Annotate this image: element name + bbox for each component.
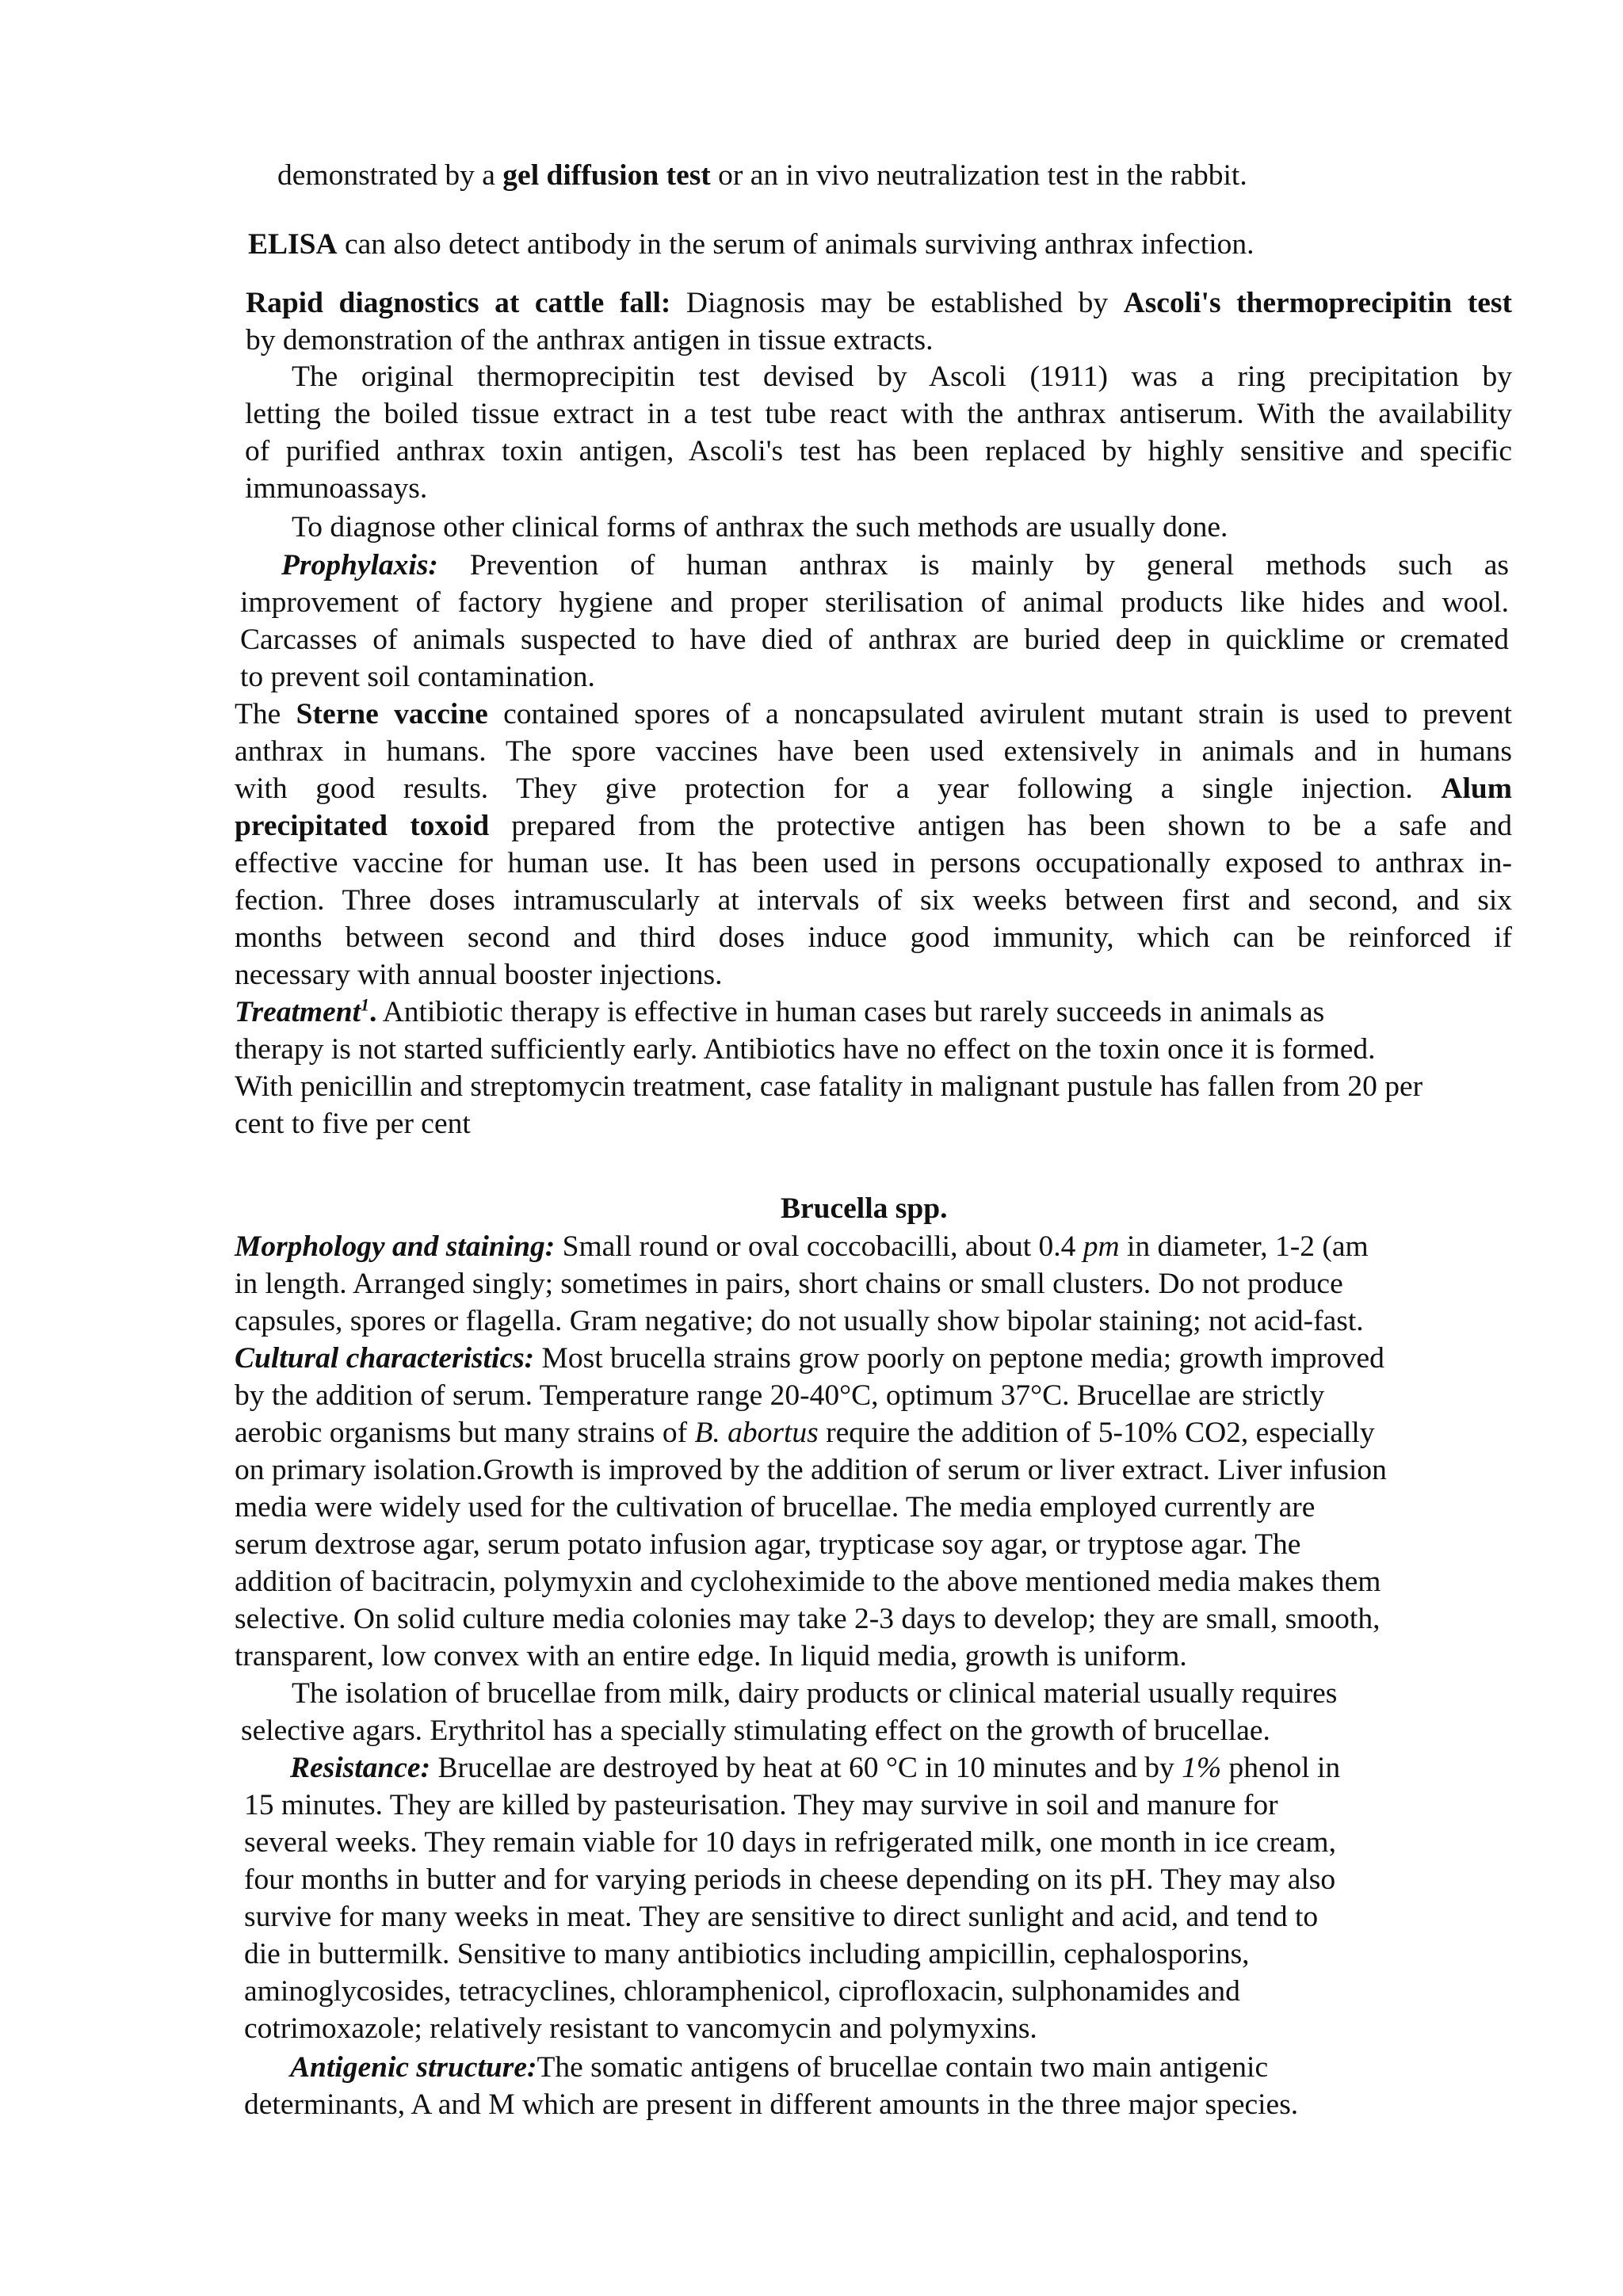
text-line: therapy is not started sufficiently early. Antibiotics have no effect on the toxin once it is formed. (235, 1033, 1376, 1066)
italic-term: 1% (1182, 1752, 1222, 1784)
text-line: To diagnose other clinical forms of anthrax the such methods are usually done. (292, 511, 1228, 543)
text-line: months between second and third doses induce good immunity, which can be reinforced if (235, 921, 1512, 954)
text-run: The somatic antigens of brucellae contain two main antigenic (537, 2051, 1269, 2084)
footnote-marker: 1 (361, 994, 370, 1015)
text-line: addition of bacitracin, polymyxin and cycloheximide to the above mentioned media makes them (235, 1566, 1381, 1598)
text-line: four months in butter and for varying periods in cheese depending on its pH. They may also (244, 1863, 1336, 1896)
text-line: die in buttermilk. Sensitive to many antibiotics including ampicillin, cephalosporins, (244, 1938, 1250, 1970)
text-line (235, 807, 1512, 845)
text-run: Brucellae are destroyed by heat at 60 °C in 10 minutes and by (430, 1752, 1182, 1784)
text-line: on primary isolation.Growth is improved by the addition of serum or liver extract. Liver infusion (235, 1454, 1387, 1486)
text-line (235, 1414, 1375, 1451)
text-line (290, 2049, 1268, 2086)
text-run: require the addition of 5-10% CO2, especially (818, 1417, 1375, 1449)
bold-term: Ascoli's thermoprecipitin test (1123, 287, 1512, 319)
text-line: cotrimoxazole; relatively resistant to vancomycin and polymyxins. (244, 2012, 1037, 2045)
text-line: aminoglycosides, tetracyclines, chloramphenicol, ciprofloxacin, sulphonamides and (244, 1975, 1240, 2008)
text-line: survive for many weeks in meat. They are sensitive to direct sunlight and acid, and tend to (244, 1901, 1319, 1933)
text-line: to prevent soil contamination. (240, 661, 595, 693)
text-line (235, 1228, 1369, 1265)
section-heading: Brucella spp. (781, 1192, 948, 1225)
text-line: letting the boiled tissue extract in a test tube react with the anthrax antiserum. With the availability (245, 398, 1512, 430)
text-line: capsules, spores or flagella. Gram negative; do not usually show bipolar staining; not acid-fast. (235, 1305, 1364, 1337)
text-line: immunoassays. (245, 472, 428, 505)
text-line: transparent, low convex with an entire edge. In liquid media, growth is uniform. (235, 1640, 1187, 1672)
text-run: contained spores of a noncapsulated avirulent mutant strain is used to prevent (487, 698, 1512, 730)
text-line: several weeks. They remain viable for 10 days in refrigerated milk, one month in ice cream, (244, 1826, 1336, 1859)
italic-term: pm (1083, 1230, 1120, 1263)
text-run: . (369, 996, 377, 1028)
run-in-heading: Resistance: (290, 1752, 431, 1784)
text-line: anthrax in humans. The spore vaccines have been used extensively in animals and in humans (235, 735, 1512, 768)
text-line: determinants, A and M which are present in different amounts in the three major species. (244, 2088, 1299, 2121)
text-line: selective. On solid culture media colonies may take 2-3 days to develop; they are small, smooth, (235, 1603, 1381, 1635)
text-line: by demonstration of the anthrax antigen in tissue extracts. (246, 324, 934, 357)
run-in-heading: Rapid diagnostics at cattle fall: (246, 287, 671, 319)
text-run: Prevention of human anthrax is mainly by general methods such as (437, 549, 1509, 582)
text-line: fection. Three doses intramuscularly at intervals of six weeks between first and second, and six (235, 884, 1512, 917)
text-line: serum dextrose agar, serum potato infusion agar, trypticase soy agar, or tryptose agar. The (235, 1528, 1301, 1561)
text-line: improvement of factory hygiene and proper sterilisation of animal products like hides and wool. (240, 586, 1509, 619)
text-run: demonstrated by a (277, 159, 503, 192)
run-in-heading: Antigenic structure: (290, 2051, 537, 2084)
text-line (281, 547, 1509, 584)
run-in-heading: Morphology and staining: (235, 1230, 556, 1263)
text-line: The original thermoprecipitin test devised by Ascoli (1911) was a ring precipitation by (292, 360, 1512, 393)
text-line: media were widely used for the cultivation of brucellae. The media employed currently are (235, 1491, 1316, 1524)
bold-term: ELISA (248, 228, 338, 261)
text-line (248, 226, 1254, 263)
text-run: can also detect antibody in the serum of animals surviving anthrax infection. (337, 228, 1254, 261)
text-line: in length. Arranged singly; sometimes in pairs, short chains or small clusters. Do not produce (235, 1268, 1343, 1300)
text-line (290, 1749, 1340, 1787)
text-line (235, 696, 1512, 733)
text-line: by the addition of serum. Temperature range 20-40°C, optimum 37°C. Brucellae are strictly (235, 1379, 1325, 1412)
text-line: The isolation of brucellae from milk, dairy products or clinical material usually requires (292, 1677, 1338, 1710)
text-line: With penicillin and streptomycin treatment, case fatality in malignant pustule has fallen from 20 per (235, 1070, 1423, 1103)
text-run: Antibiotic therapy is effective in human cases but rarely succeeds in animals as (376, 996, 1325, 1028)
text-run: in diameter, 1-2 (am (1119, 1230, 1369, 1263)
text-line: of purified anthrax toxin antigen, Ascoli's test has been replaced by highly sensitive and specific (245, 435, 1512, 467)
run-in-heading: Cultural characteristics: (235, 1342, 535, 1375)
text-run: with good results. They give protection for a year following a single injection. (235, 772, 1442, 805)
text-run: phenol in (1221, 1752, 1341, 1784)
text-line: 15 minutes. They are killed by pasteurisation. They may survive in soil and manure for (244, 1789, 1278, 1821)
text-run: prepared from the protective antigen has been shown to be a safe and (489, 810, 1513, 842)
bold-term: Alum (1441, 772, 1512, 805)
text-run: The (235, 698, 296, 730)
text-line: Carcasses of animals suspected to have died of anthrax are buried deep in quicklime or cremated (240, 624, 1509, 656)
text-run: aerobic organisms but many strains of (235, 1417, 695, 1449)
text-line: selective agars. Erythritol has a specially stimulating effect on the growth of brucellae. (241, 1714, 1270, 1747)
text-line (235, 994, 1324, 1031)
bold-term: Sterne vaccine (296, 698, 488, 730)
bold-term: precipitated toxoid (235, 810, 490, 842)
text-run: Diagnosis may be established by (670, 287, 1124, 319)
text-line (235, 1340, 1384, 1377)
text-line (246, 284, 1512, 322)
text-run: Most brucella strains grow poorly on peptone media; growth improved (534, 1342, 1384, 1375)
text-line: effective vaccine for human use. It has been used in persons occupationally exposed to anthrax in- (235, 847, 1512, 879)
text-line: cent to five per cent (235, 1108, 471, 1140)
run-in-heading: Treatment (235, 996, 361, 1028)
text-line: necessary with annual booster injections. (235, 959, 723, 991)
run-in-heading: Prophylaxis: (281, 549, 438, 582)
text-line (277, 157, 1247, 194)
text-run: Small round or oval coccobacilli, about 0.4 (555, 1230, 1083, 1263)
text-line (235, 770, 1512, 807)
text-run: or an in vivo neutralization test in the rabbit. (710, 159, 1247, 192)
italic-term: B. abortus (694, 1417, 819, 1449)
bold-term: gel diffusion test (502, 159, 711, 192)
